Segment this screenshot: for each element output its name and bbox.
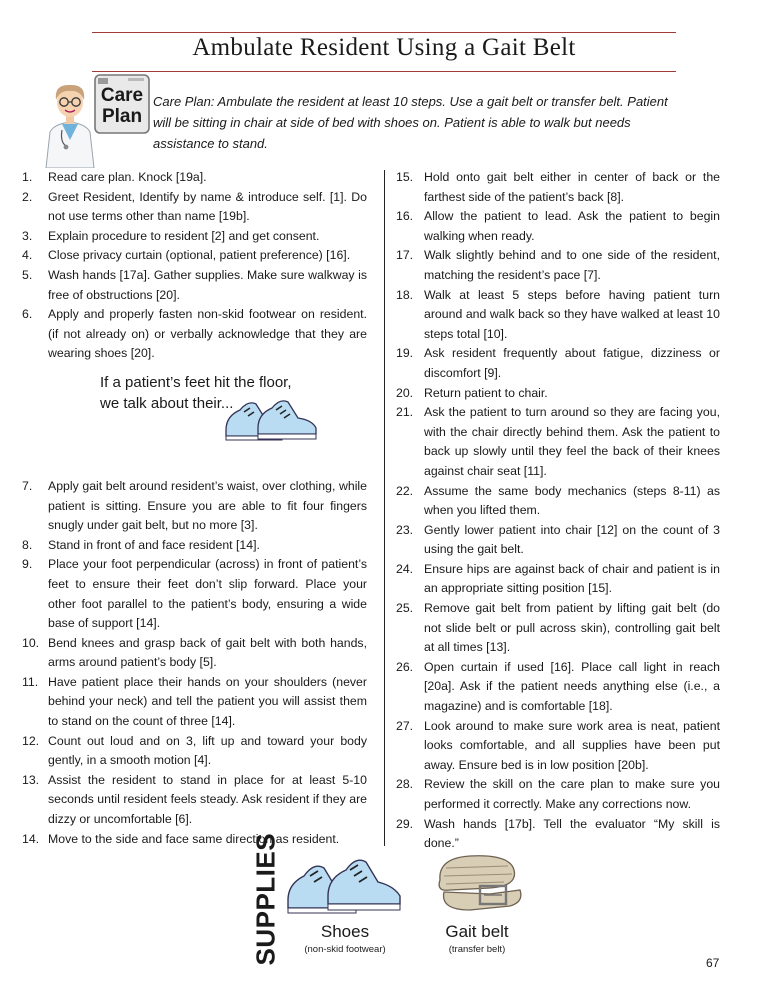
step-item — [22, 771, 367, 830]
page-number: 67 — [706, 956, 720, 970]
step-text: Return patient to chair. — [424, 385, 548, 400]
step-text: Wash hands [17a]. Gather supplies. Make sure walkway is free of obstructions [20]. — [48, 267, 367, 302]
step-number: 17. — [396, 248, 414, 263]
step-number: 28. — [396, 777, 414, 792]
step-text: Walk slightly behind and to one side of the resident, matching the resident’s pace [7]. — [424, 248, 720, 282]
step-text: Ensure hips are against back of chair and patient is in an appropriate sitting position [15]. — [424, 561, 720, 596]
step-text: Explain procedure to resident [2] and get consent. — [48, 228, 320, 243]
step-item — [22, 477, 367, 536]
step-number: 26. — [396, 659, 414, 674]
step-item — [22, 830, 367, 850]
care-plan-icon-word2: Plan — [101, 106, 143, 127]
step-item — [22, 227, 367, 247]
step-item — [396, 599, 720, 658]
step-number: 29. — [396, 816, 414, 831]
step-text: Review the skill on the care plan to make sure you performed it correctly. Make any corrections now. — [424, 777, 720, 811]
step-text: Look around to make sure work area is neat, patient looks comfortable, and all supplies have been put away. Ensure bed is in low position [20b]. — [424, 718, 720, 772]
care-plan-icon — [94, 74, 150, 134]
step-number: 12. — [22, 733, 40, 748]
step-item — [396, 246, 720, 285]
step-number: 22. — [396, 483, 414, 498]
step-item — [396, 521, 720, 560]
step-text: Close privacy curtain (optional, patient preference) [16]. — [48, 248, 351, 263]
steps-list-part-1 — [22, 168, 367, 364]
step-item — [22, 246, 367, 266]
step-item — [22, 673, 367, 732]
step-item — [396, 286, 720, 345]
step-number: 16. — [396, 209, 414, 224]
step-number: 20. — [396, 385, 414, 400]
feet-quote-line1: If a patient’s feet hit the floor, — [100, 374, 292, 391]
step-item — [396, 775, 720, 814]
step-item — [22, 732, 367, 771]
step-item — [396, 658, 720, 717]
step-number: 2. — [22, 189, 33, 204]
step-number: 19. — [396, 346, 414, 361]
supply-gait-belt-name: Gait belt — [445, 922, 509, 941]
column-divider — [384, 170, 385, 846]
feet-quote-line2: we talk about their... — [100, 395, 234, 412]
step-number: 10. — [22, 635, 40, 650]
step-item — [22, 305, 367, 364]
care-plan-icon-word1: Care — [100, 85, 144, 106]
step-text: Read care plan. Knock [19a]. — [48, 170, 207, 184]
step-item — [396, 207, 720, 246]
step-number: 3. — [22, 228, 33, 243]
step-text: Apply and properly fasten non-skid footwear on resident. (if not already on) or verbally acknowledge that they are wearing shoes [20]. — [48, 307, 367, 361]
step-text: Apply gait belt around resident’s waist, over clothing, while patient is sitting. Ensure you are able to fit four fingers snugly under gait belt, but no more [3]. — [48, 478, 367, 533]
step-item — [22, 555, 367, 633]
steps-left-column — [22, 168, 367, 849]
care-plan-description: Care Plan: Ambulate the resident at least 10 steps. Use a gait belt or transfer belt. Patient will be sitting in chair at side of bed with shoes on. Patient is able to walk but needs assistance to stand. — [153, 94, 668, 151]
supply-gait-belt-note: (transfer belt) — [448, 944, 506, 955]
step-number: 13. — [22, 772, 40, 787]
step-item — [22, 266, 367, 305]
step-text: Place your foot perpendicular (across) in front of patient’s feet to ensure their feet don’t slip forward. Place your other foot parallel to the patient’s body, ensuring a wide base of support [14]. — [48, 557, 367, 631]
title-rule-bottom — [92, 71, 676, 72]
shoes-supply-icon — [284, 850, 404, 922]
step-item — [22, 536, 367, 556]
nurse-illustration — [40, 80, 102, 168]
step-text: Gently lower patient into chair [12] on the count of 3 using the gait belt. — [424, 522, 720, 557]
page-title: Ambulate Resident Using a Gait Belt — [192, 34, 576, 61]
step-item — [396, 168, 720, 207]
step-item — [396, 482, 720, 521]
step-number: 5. — [22, 267, 33, 282]
step-number: 4. — [22, 248, 33, 263]
step-number: 11. — [22, 674, 39, 689]
shoes-icon — [222, 390, 322, 446]
step-number: 7. — [22, 478, 33, 493]
step-text: Stand in front of and face resident [14]. — [48, 537, 260, 552]
title-rule-top — [92, 32, 676, 33]
step-number: 21. — [396, 405, 414, 420]
step-text: Bend knees and grasp back of gait belt with both hands, arms around patient’s body [5]. — [48, 635, 367, 670]
step-item — [396, 403, 720, 481]
steps-right-column — [396, 168, 720, 854]
step-item — [396, 560, 720, 599]
steps-list-part-2 — [22, 477, 367, 849]
step-item — [22, 188, 367, 227]
steps-list-part-3 — [396, 168, 720, 854]
step-text: Count out loud and on 3, lift up and toward your body gently, in a smooth motion [4]. — [48, 733, 367, 768]
step-number: 25. — [396, 601, 414, 616]
step-number: 15. — [396, 170, 414, 184]
step-item — [396, 717, 720, 776]
step-text: Wash hands [17b]. Tell the evaluator “My skill is done.” — [424, 816, 720, 851]
step-number: 24. — [396, 561, 414, 576]
supply-shoes-name: Shoes — [320, 922, 370, 941]
step-text: Assist the resident to stand in place for at least 5-10 seconds until resident feels steady. Ask resident if they are dizzy or uncomfortable [6]. — [48, 772, 367, 827]
step-text: Remove gait belt from patient by lifting gait belt (do not slide belt or pull across skin), controlling gait belt at all times [13]. — [424, 601, 720, 655]
step-item — [22, 634, 367, 673]
step-text: Move to the side and face same direction as resident. — [48, 831, 340, 846]
gait-belt-icon — [430, 846, 526, 918]
supplies-label: SUPPLIES — [250, 832, 281, 966]
step-text: Open curtain if used [16]. Place call light in reach [20a]. Ask if the patient needs anything else (i.e., a magazine) and is comfortable [18]. — [424, 659, 720, 714]
step-text: Assume the same body mechanics (steps 8-11) as when you lifted them. — [424, 483, 720, 518]
supply-shoes-note: (non-skid footwear) — [304, 944, 386, 955]
step-number: 9. — [22, 557, 33, 572]
step-number: 14. — [22, 831, 40, 846]
step-item — [396, 384, 720, 404]
step-number: 8. — [22, 537, 33, 552]
step-text: Ask resident frequently about fatigue, dizziness or discomfort [9]. — [424, 346, 720, 380]
step-item — [22, 168, 367, 188]
step-text: Hold onto gait belt either in center of back or the farthest side of the patient’s back [8]. — [424, 170, 720, 204]
step-number: 18. — [396, 287, 414, 302]
step-number: 27. — [396, 718, 414, 733]
step-number: 23. — [396, 522, 414, 537]
step-text: Walk at least 5 steps before having patient turn around and walk back so they have walked at least 10 steps total [10]. — [424, 287, 720, 341]
step-item — [396, 344, 720, 383]
step-number: 1. — [22, 170, 33, 184]
step-text: Have patient place their hands on your shoulders (never behind your neck) and tell the patient you will assist them to stand on the count of three [14]. — [48, 674, 367, 729]
step-text: Ask the patient to turn around so they are facing you, with the chair directly behind them. Ask the patient to back up slowly until they feel the back of their knees against chair seat [11]. — [424, 405, 720, 478]
step-text: Greet Resident, Identify by name & introduce self. [1]. Do not use terms other than name [19b]. — [48, 189, 367, 224]
step-number: 6. — [22, 307, 33, 322]
step-text: Allow the patient to lead. Ask the patient to begin walking when ready. — [424, 209, 720, 243]
